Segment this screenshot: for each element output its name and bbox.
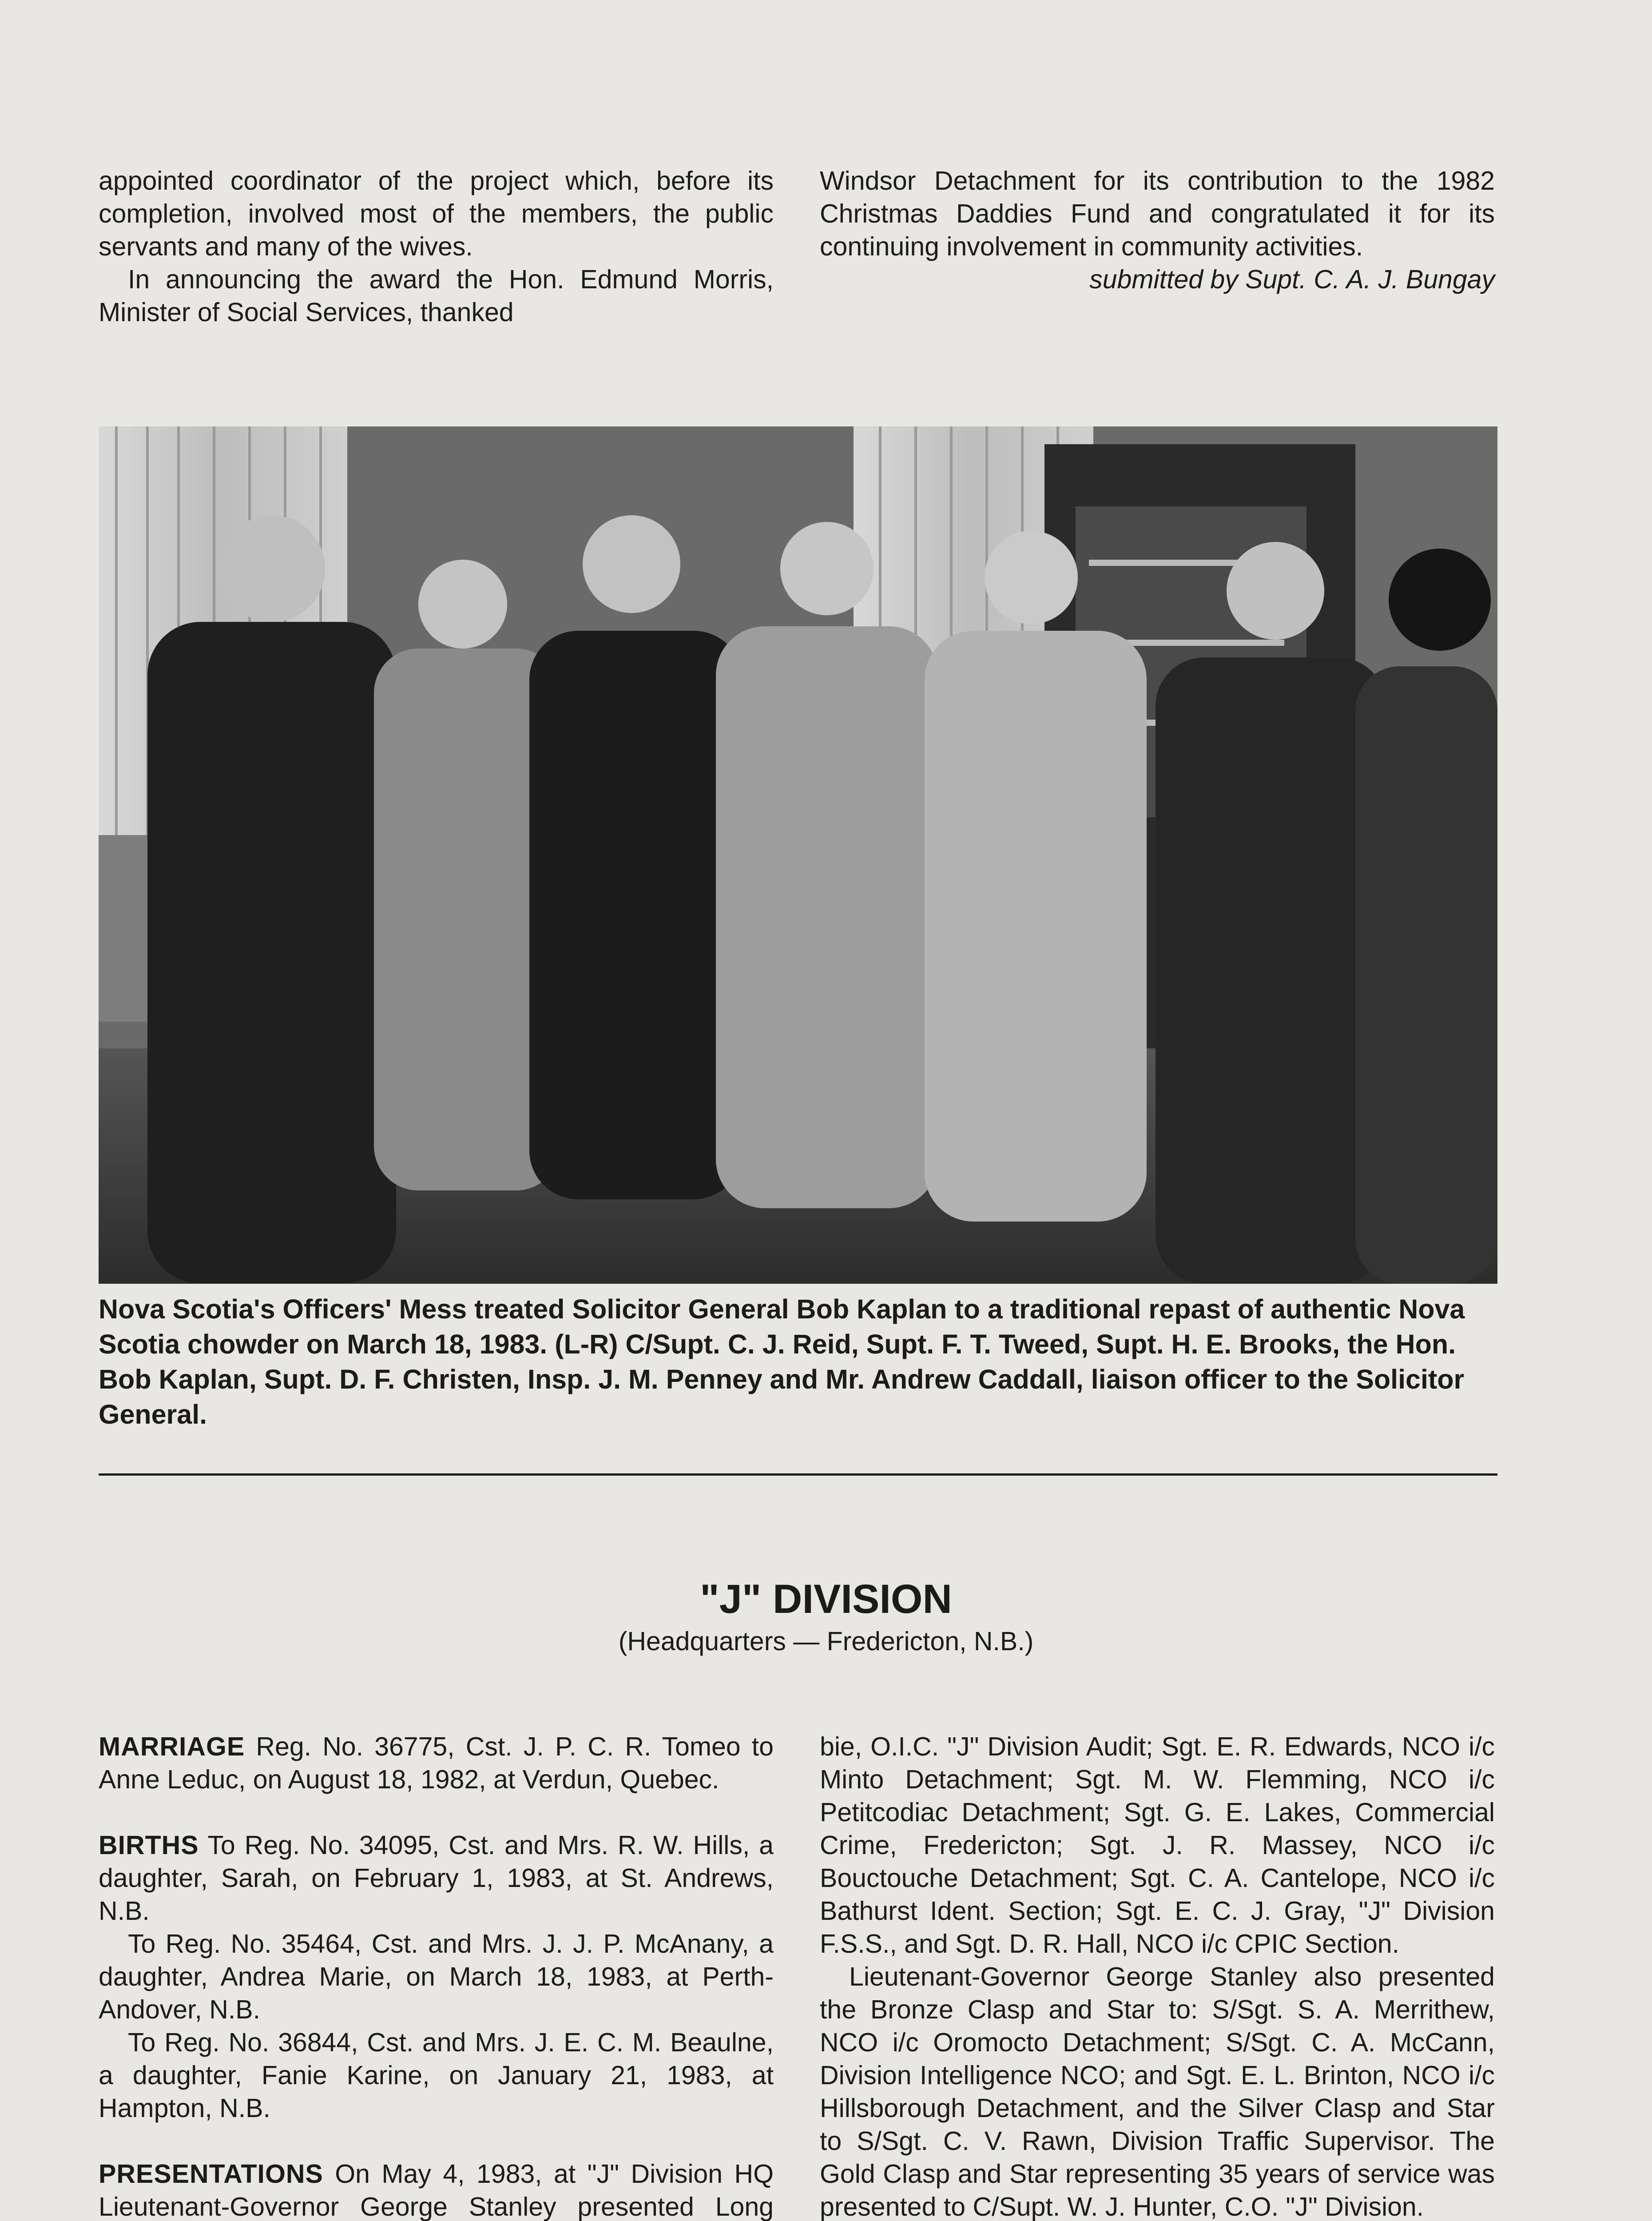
presentations-entry [99,2157,774,2221]
top-left-paragraph-1: appointed coordinator of the project which, before its completion, involved most of the members, the public servants and many of the wives. [99,166,774,261]
photo-caption: Nova Scotia's Officers' Mess treated Solicitor General Bob Kaplan to a traditional repast of authentic Nova Scotia chowder on March 18, 1983. (L-R) C/Supt. C. J. Reid, Supt. F. T. Tweed, Supt. H. E. Brooks, the Hon. Bob Kaplan, Supt. D. F. Christen, Insp. J. M. Penney and Mr. Andrew Caddall, liaison officer to the Solicitor General. [99,1294,1465,1429]
births-entry-2: To Reg. No. 35464, Cst. and Mrs. J. J. P. McAnany, a daughter, Andrea Marie, on March 18, 1983, at Perth-Andover, N.B. [99,1929,774,2024]
top-right-column [820,164,1495,296]
section-subtitle: (Headquarters — Fredericton, N.B.) [618,1627,1034,1656]
article-signature: submitted by Supt. C. A. J. Bungay [1089,265,1495,294]
marriage-entry [99,1730,774,1796]
people-silhouettes [147,515,1497,1284]
group-photograph [99,426,1497,1284]
presentations-continued: bie, O.I.C. "J" Division Audit; Sgt. E. R. Edwards, NCO i/c Minto Detachment; Sgt. M. W. Flemming, NCO i/c Petitcodiac Detachment; Sgt. G. E. Lakes, Commercial Crime, Fredericton; Sgt. J. R. Massey, NCO i/c Bouctouche Detachment; Sgt. C. A. Cantelope, NCO i/c Bathurst Ident. Section; Sgt. E. C. J. Gray, "J" Division F.S.S., and Sgt. D. R. Hall, NCO i/c CPIC Section. [820,1732,1495,1958]
marriage-text: Reg. No. 36775, Cst. J. P. C. R. Tomeo to Anne Leduc, on August 18, 1982, at Verdun, Quebec. [99,1732,774,1794]
births-entry-1 [99,1829,774,1927]
top-left-column [99,164,774,329]
top-right-paragraph-1: Windsor Detachment for its contribution to the 1982 Christmas Daddies Fund and congratulated it for its continuing involvement in community activities. [820,166,1495,261]
body-right-column [820,1730,1495,2221]
births-label: BIRTHS [99,1831,199,1860]
clasp-star-paragraph: Lieutenant-Governor George Stanley also presented the Bronze Clasp and Star to: S/Sgt. S. A. Merrithew, NCO i/c Oromocto Detachment; S/Sgt. C. A. McCann, Division Intelligence NCO; and Sgt. E. L. Brinton, NCO i/c Hillsborough Detachment, and the Silver Clasp and Star to S/Sgt. C. V. Rawn, Division Traffic Supervisor. The Gold Clasp and Star representing 35 years of service was presented to C/Supt. W. J. Hunter, C.O. "J" Division. [820,1962,1495,2221]
section-title: "J" DIVISION [700,1576,952,1622]
presentations-label: PRESENTATIONS [99,2159,323,2189]
presentations-text: On May 4, 1983, at "J" Division HQ Lieutenant-Governor George Stanley presented Long [99,2159,774,2221]
body-left-column [99,1730,774,2221]
section-divider [99,1473,1497,1476]
births-entry-3: To Reg. No. 36844, Cst. and Mrs. J. E. C. M. Beaulne, a daughter, Fanie Karine, on January 21, 1983, at Hampton, N.B. [99,2028,774,2123]
births-text-1: To Reg. No. 34095, Cst. and Mrs. R. W. Hills, a daughter, Sarah, on February 1, 1983, at St. Andrews, N.B. [99,1831,774,1926]
marriage-label: MARRIAGE [99,1732,245,1761]
top-left-paragraph-2: In announcing the award the Hon. Edmund Morris, Minister of Social Services, thanked [99,265,774,327]
